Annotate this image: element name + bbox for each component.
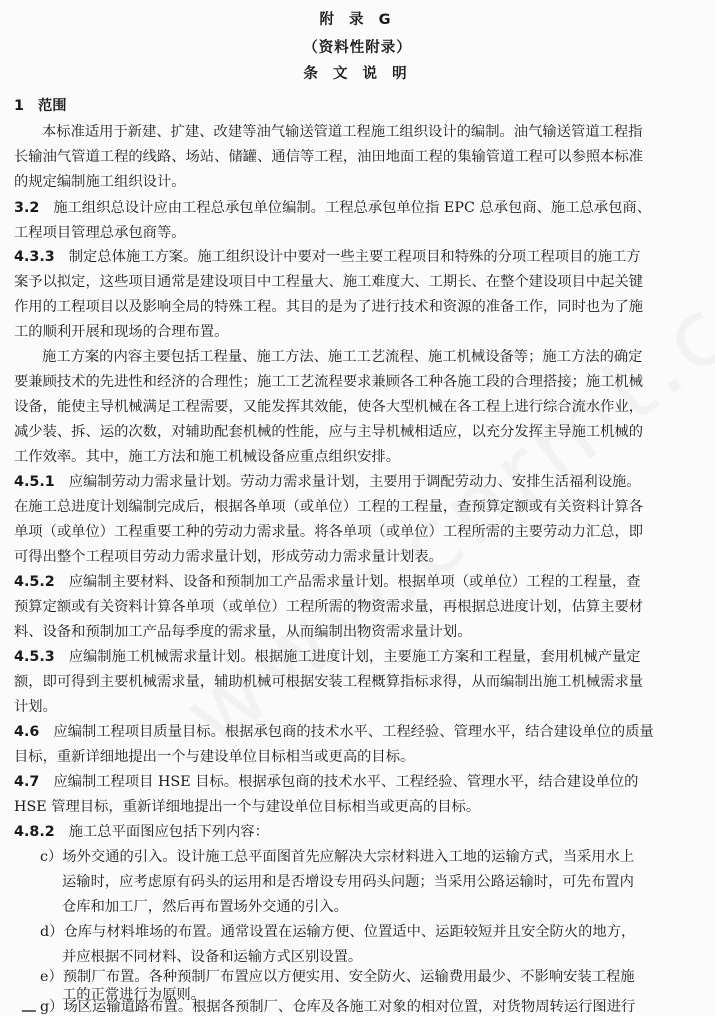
paragraph-line: 目标，重新详细地提出一个与建设单位目标相当或更高的目标。 [14, 749, 415, 765]
section-title: 范围 [37, 98, 67, 114]
clause-number: 4.6 [14, 724, 40, 740]
paragraph-line: 预算定额或有关资料计算各单项（或单位）工程所需的物资需求量，再根据总进度计划，估算主要材 [14, 599, 644, 615]
clause-number: 4.3.3 [14, 249, 55, 265]
list-item-continuation: 运输时，应考虑原有码头的运用和是否增设专用码头问题；当采用公路运输时，可先布置内 [62, 874, 634, 890]
appendix-heading: 条 文 说 明 [303, 66, 412, 82]
paragraph-line: 可得出整个工程项目劳动力需求量计划，形成劳动力需求量计划表。 [14, 549, 443, 565]
clause-line [14, 248, 704, 266]
clause-text: 施工组织总设计应由工程总承包单位编制。工程总承包单位指 EPC 总承包商、施工总承包商、 [53, 200, 651, 216]
list-item: c）场外交通的引入。设计施工总平面图首先应解决大宗材料进入工地的运输方式，当采用水上 [40, 849, 635, 865]
list-item: d）仓库与材料堆场的布置。通常设置在运输方便、位置适中、运距较短并且安全防火的地方， [40, 924, 636, 940]
clause-text: 应编制工程项目 HSE 目标。根据承包商的技术水平、工程经验、管理水平，结合建设单位的 [53, 774, 639, 790]
clause-number: 4.5.1 [14, 474, 55, 490]
clause-line [14, 723, 704, 741]
paragraph-line: 工作效率。其中，施工方法和施工机械设备应重点组织安排。 [14, 449, 401, 465]
paragraph-line: HSE 管理目标，重新详细地提出一个与建设单位目标相当或更高的目标。 [14, 799, 481, 815]
paragraph-line: 在施工总进度计划编制完成后，根据各单项（或单位）工程的工程量，查预算定额或有关资料计算各 [14, 499, 644, 515]
list-item: e）预制厂布置。各种预制厂布置应以方便实用、安全防火、运输费用最少、不影响安装工程施 [40, 969, 635, 985]
paragraph-line: 案予以拟定，这些项目通常是建设项目中工程量大、施工难度大、工期长、在整个建设项目中起关键 [14, 274, 644, 290]
section-number: 1 [14, 98, 24, 114]
clause-line [14, 823, 704, 841]
clause-text: 制定总体施工方案。施工组织设计中要对一些主要工程项目和特殊的分项工程项目的施工方 [68, 249, 641, 265]
clause-text: 应编制施工机械需求量计划。根据施工进度计划，主要施工方案和工程量，套用机械产量定 [68, 649, 641, 665]
clause-text: 应编制劳动力需求量计划。劳动力需求量计划，主要用于调配劳动力、安排生活福利设施。 [68, 474, 641, 490]
section-heading [14, 97, 704, 115]
clause-line [14, 199, 704, 217]
clause-text: 施工总平面图应包括下列内容： [68, 824, 269, 840]
clause-number: 3.2 [14, 200, 40, 216]
paragraph-line: 的规定编制施工组织设计。 [14, 174, 186, 190]
clause-line [14, 473, 704, 491]
paragraph-line: 单项（或单位）工程重要工种的劳动力需求量。将各单项（或单位）工程所需的主要劳动力汇总，即 [14, 524, 644, 540]
appendix-subtitle: （资料性附录） [303, 40, 412, 56]
list-item-continuation: 仓库和加工厂，然后再布置场外交通的引入。 [62, 899, 348, 915]
paragraph-line: 工的顺利开展和现场的合理布置。 [14, 324, 229, 340]
appendix-title: 附 录 G [319, 12, 396, 28]
paragraph-line: 工程项目管理总承包商等。 [14, 225, 186, 241]
clause-line [14, 573, 704, 591]
list-item-continuation: 工的正常进行为原则。 [62, 987, 205, 1003]
list-item-continuation: 并应根据不同材料、设备和运输方式区别设置。 [62, 949, 363, 965]
clause-text: 应编制主要材料、设备和预制加工产品需求量计划。根据单项（或单位）工程的工程量，查 [68, 574, 641, 590]
page-edge-mark [22, 1010, 36, 1012]
paragraph-line: 作用的工程项目以及影响全局的特殊工程。其目的是为了进行技术和资源的准备工作，同时也为了施 [14, 299, 644, 315]
paragraph-line: 减少装、拆、运的次数，对辅助配套机械的性能，应与主导机械相适应，以充分发挥主导施工机械的 [14, 424, 644, 440]
paragraph-line: 本标准适用于新建、扩建、改建等油气输送管道工程施工组织设计的编制。油气输送管道工程指 [42, 124, 643, 140]
clause-number: 4.7 [14, 774, 40, 790]
paragraph-line: 设备，能使主导机械满足工程需要，又能发挥其效能，使各大型机械在各工程上进行综合流水作业， [14, 399, 644, 415]
clause-number: 4.8.2 [14, 824, 55, 840]
clause-line [14, 773, 704, 791]
paragraph-line: 要兼顾技术的先进性和经济的合理性；施工工艺流程要求兼顾各工种各施工段的合理搭接；施工机械 [14, 374, 644, 390]
paragraph-line: 长输油气管道工程的线路、场站、储罐、通信等工程，油田地面工程的集输管道工程可以参照本标准 [14, 149, 644, 165]
clause-number: 4.5.3 [14, 649, 55, 665]
clause-number: 4.5.2 [14, 574, 55, 590]
clause-line [14, 648, 704, 666]
paragraph-line: 额，即可得到主要机械需求量，辅助机械可根据安装工程概算指标求得，从而编制出施工机械需求量 [14, 674, 644, 690]
paragraph-line: 施工方案的内容主要包括工程量、施工方法、施工工艺流程、施工机械设备等；施工方法的确定 [42, 349, 643, 365]
paragraph-line: 计划。 [14, 699, 57, 715]
paragraph-line: 料、设备和预制加工产品每季度的需求量，从而编制出物资需求量计划。 [14, 624, 472, 640]
list-item: g）场区运输道路布置。根据各预制厂、仓库及各施工对象的相对位置，对货物周转运行图进行 [40, 999, 636, 1015]
clause-text: 应编制工程项目质量目标。根据承包商的技术水平、工程经验、管理水平，结合建设单位的质量 [53, 724, 654, 740]
